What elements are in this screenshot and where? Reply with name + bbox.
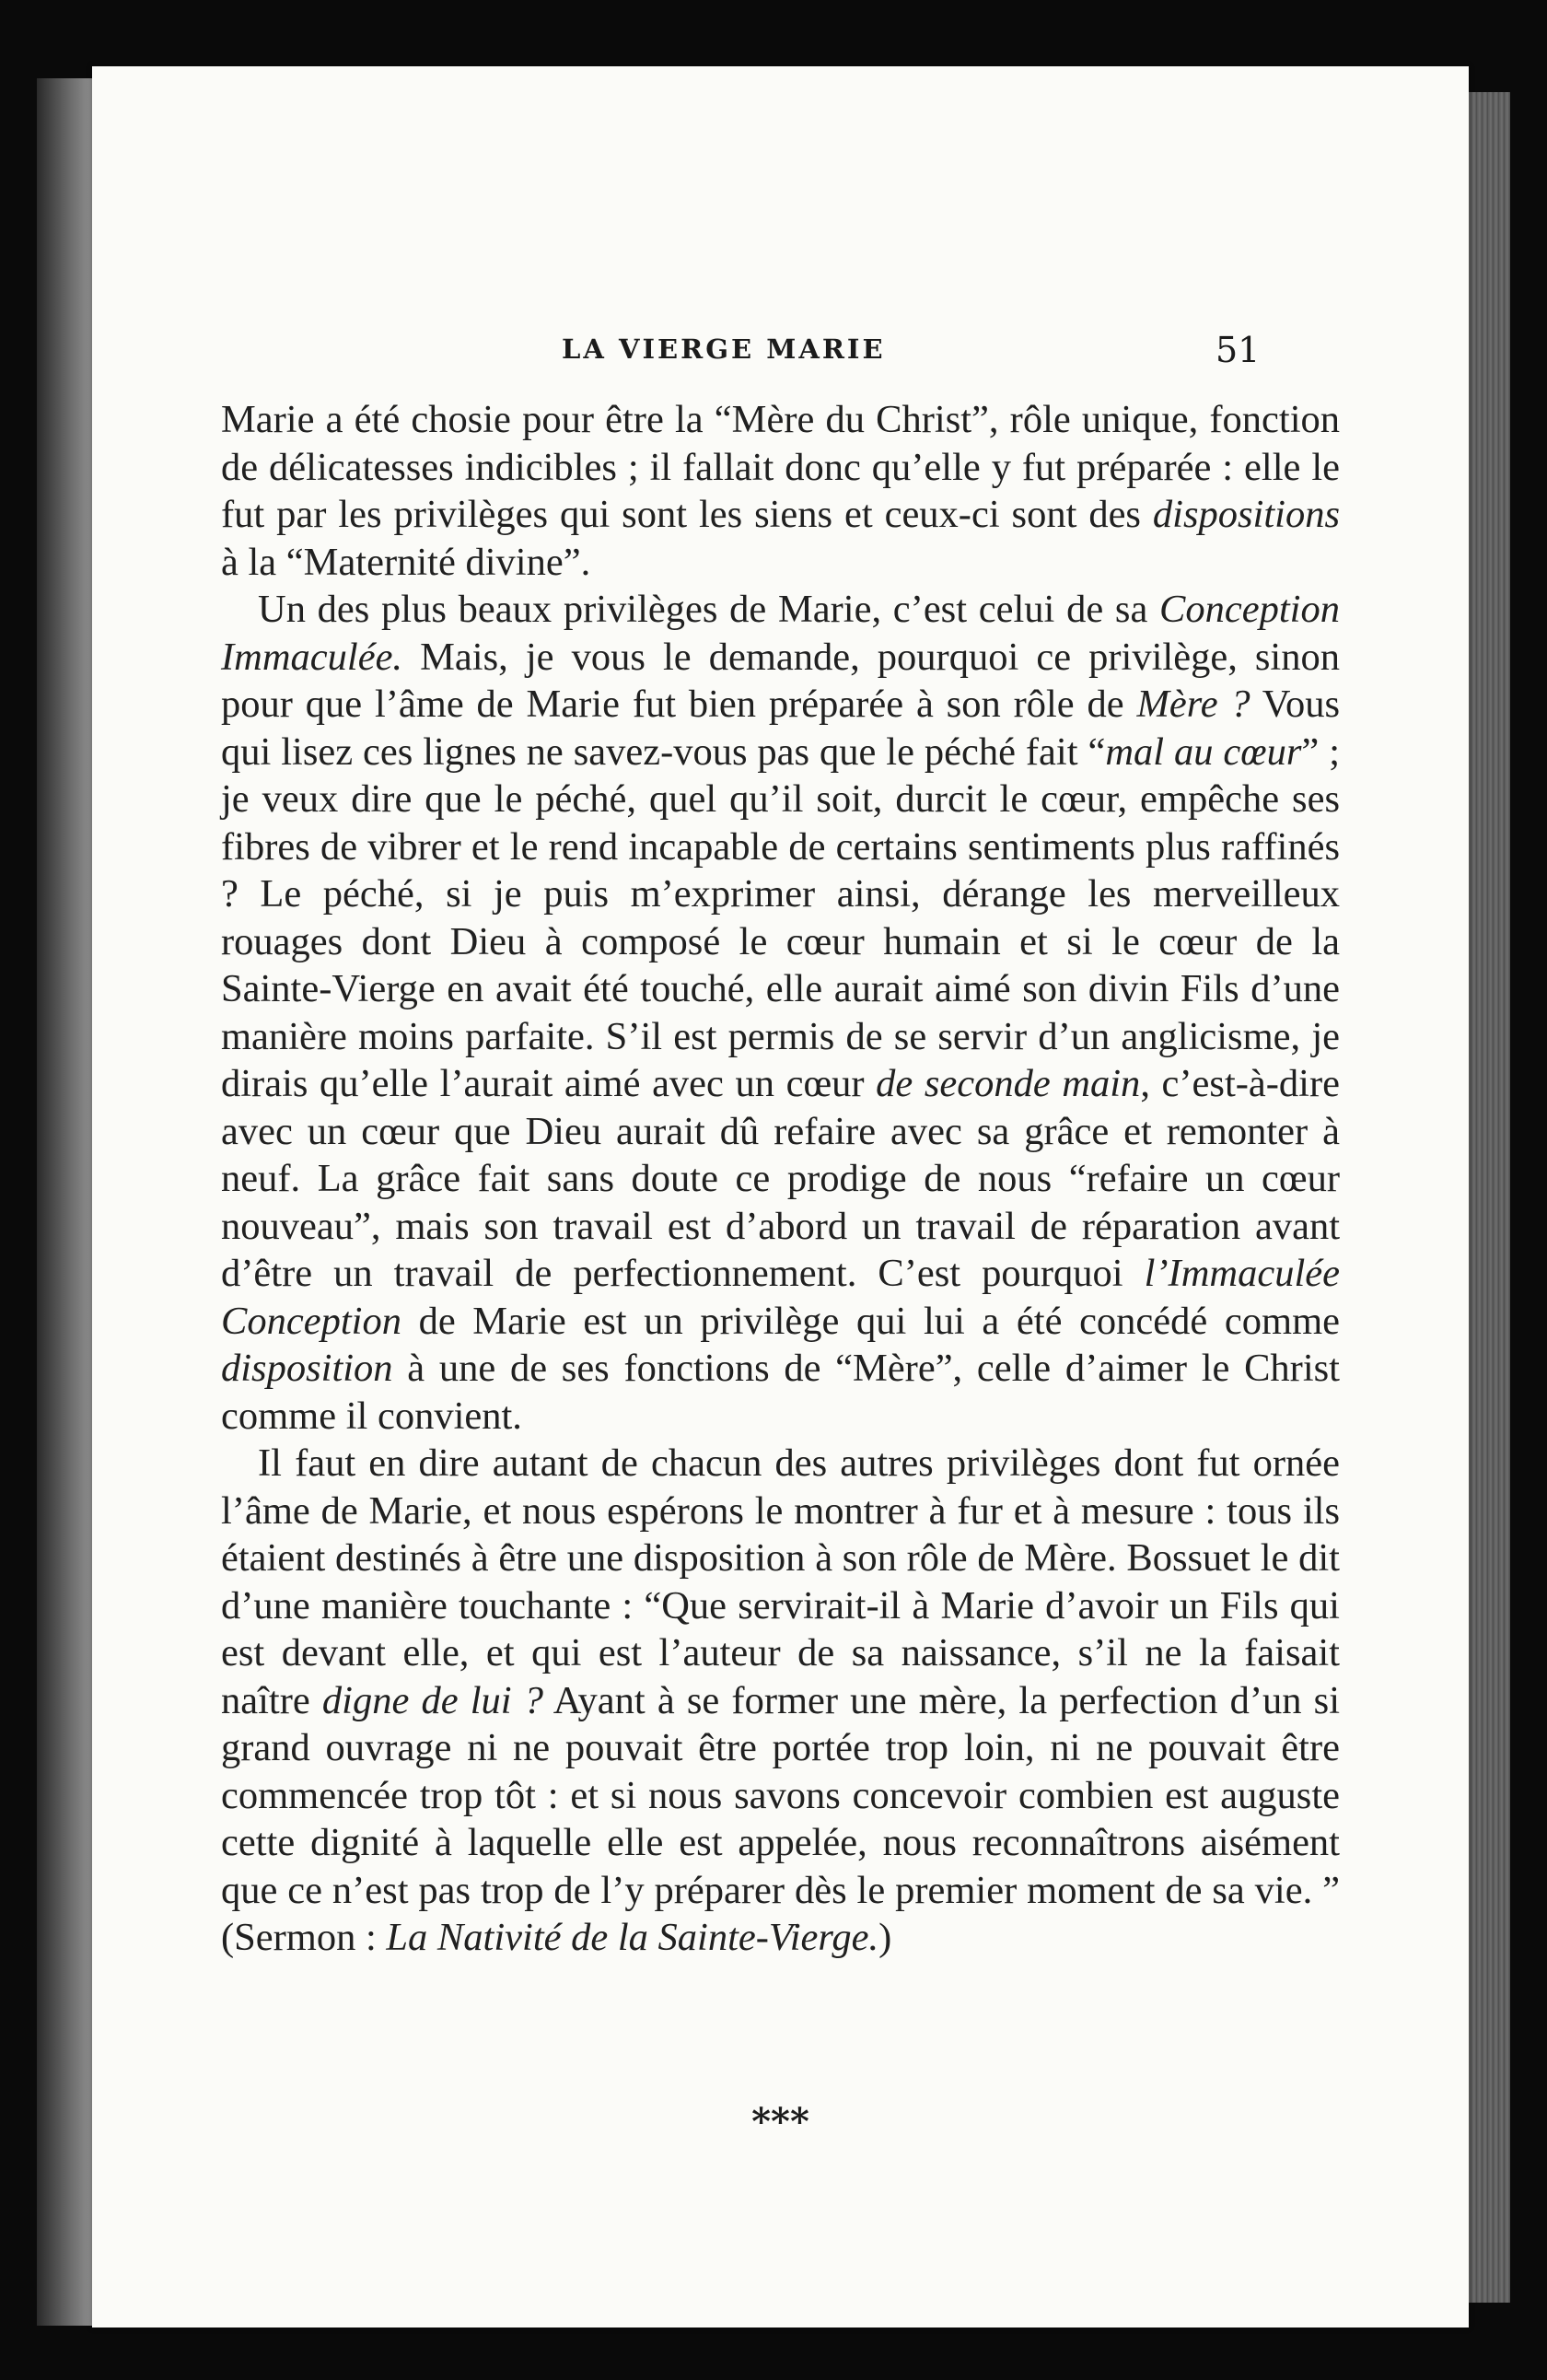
text-segment: Marie a été chosie pour être la “Mère du Christ”, rôle unique, fonction de délicatesses indicibles ; il fallait donc qu’elle y fut préparée : elle le fut par les privilèges qui sont les siens et ceux-ci sont des [221, 398, 1340, 536]
text-segment: ) [878, 1916, 892, 1959]
text-segment: ” ; je veux dire que le péché, quel qu’il soit, durcit le cœur, empêche ses fibres de vibrer et le rend incapable de certains sentiments plus raffinés ? Le péché, si je puis m’exprimer ainsi, dérange les merveilleux rouages dont Dieu à composé le cœur humain et si le cœur de la Sainte-Vierge en avait été touché, elle aurait aimé son divin Fils d’une manière moins parfaite. S’il est permis de se servir d’un anglicisme, je dirais qu’elle l’aurait aimé avec un cœur [221, 729, 1340, 1105]
italic-segment: La Nativité de la Sainte-Vierge. [386, 1916, 879, 1959]
paragraph-3 [221, 1440, 1340, 1962]
italic-segment: digne de lui ? [321, 1678, 543, 1722]
text-segment: de Marie est un privilège qui lui a été concédé comme [401, 1299, 1340, 1343]
paragraph-2 [221, 586, 1340, 1440]
running-title: LA VIERGE MARIE [562, 333, 886, 365]
italic-segment: Mère ? [1136, 682, 1250, 726]
text-segment: Vous qui lisez ces lignes ne savez-vous pas que le péché fait “ [221, 682, 1340, 774]
running-head [92, 330, 1469, 389]
text-segment: Ayant à se former une mère, la perfection d’un si grand ouvrage ni ne pouvait être portée trop loin, ni ne pouvait être commencée trop tôt : et si nous savons concevoir combien est auguste cette dignité à laquelle elle est appelée, nous reconnaîtrons aisément que ce n’est pas trop de l’y préparer dès le premier moment de sa vie. ” (Sermon : [221, 1678, 1340, 1959]
italic-segment: dispositions [1152, 493, 1340, 536]
text-segment: à la “Maternité divine”. [221, 540, 591, 584]
book-page [92, 66, 1469, 2328]
section-separator: *** [751, 2100, 809, 2143]
italic-segment: Conception Immaculée. [221, 588, 1340, 679]
text-segment: Un des plus beaux privilèges de Marie, c’est celui de sa [258, 588, 1160, 631]
text-segment: à une de ses fonctions de “Mère”, celle d’aimer le Christ comme il convient. [221, 1347, 1340, 1438]
italic-segment: mal au cœur [1105, 729, 1302, 774]
text-segment: , c’est-à-dire avec un cœur que Dieu aurait dû refaire avec sa grâce et remonter à neuf. La grâce fait sans doute ce prodige de nous “refaire un cœur nouveau”, mais son travail est d’abord un travail de réparation avant d’être un travail de perfectionnement. C’est pourquoi [221, 1062, 1340, 1295]
italic-segment: l’Immaculée Conception [221, 1252, 1340, 1343]
italic-segment: de seconde main [876, 1062, 1141, 1105]
paragraph-1 [221, 396, 1340, 586]
body-text [221, 396, 1340, 1962]
page-number: 51 [1216, 330, 1261, 370]
text-segment: Mais, je vous le demande, pourquoi ce privilège, sinon pour que l’âme de Marie fut bien préparée à son rôle de [221, 635, 1340, 726]
text-segment: Il faut en dire autant de chacun des autres privilèges dont fut ornée l’âme de Marie, et nous espérons le montrer à fur et à mesure : tous ils étaient destinés à être une disposition à son rôle de Mère. Bossuet le dit d’une manière touchante : “Que servirait-il à Marie d’avoir un Fils qui est devant elle, et qui est l’auteur de sa naissance, s’il ne la faisait naître [221, 1441, 1340, 1722]
italic-segment: disposition [221, 1347, 393, 1390]
